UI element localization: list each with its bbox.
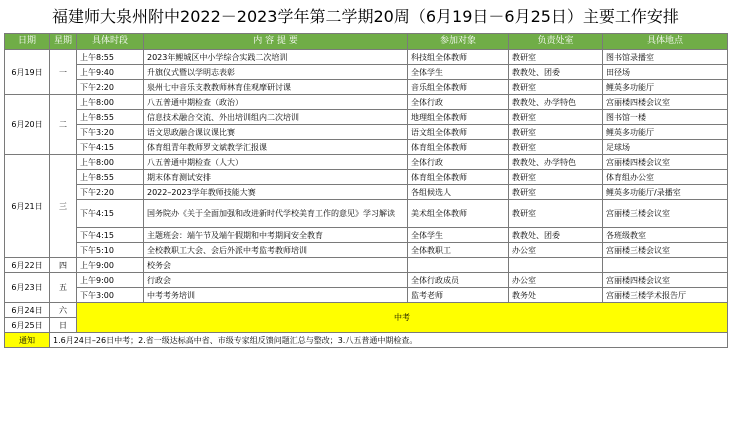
time-cell: 上午9:00 <box>77 258 144 273</box>
notice-text: 1.6月24日–26日中考；2.省一级达标高中省、市级专家组反馈问题汇总与整改；3.八五普通中期检查。 <box>50 333 728 348</box>
place-cell: 宫丽楼四楼会议室 <box>603 95 728 110</box>
participants-cell: 全体学生 <box>408 65 509 80</box>
place-cell: 宫丽楼三楼会议室 <box>603 200 728 228</box>
content-cell: 全校教职工大会、会后外派中考监考教师培训 <box>144 243 408 258</box>
dept-cell: 教研室 <box>509 170 603 185</box>
time-cell: 上午8:55 <box>77 50 144 65</box>
time-cell: 下午4:15 <box>77 200 144 228</box>
notice-label: 通知 <box>5 333 50 348</box>
schedule-row <box>5 288 728 303</box>
participants-cell: 全体学生 <box>408 228 509 243</box>
header-content: 内 容 提 要 <box>144 34 408 50</box>
dept-cell: 办公室 <box>509 273 603 288</box>
weekday-cell: 五 <box>50 273 77 303</box>
header-participants: 参加对象 <box>408 34 509 50</box>
dept-cell: 教研室 <box>509 80 603 95</box>
participants-cell: 各组候选人 <box>408 185 509 200</box>
date-cell: 6月23日 <box>5 273 50 303</box>
exam-row <box>5 303 728 318</box>
dept-cell: 教研室 <box>509 185 603 200</box>
content-cell: 信息技术融合交流、外出培训组内二次培训 <box>144 110 408 125</box>
schedule-row <box>5 50 728 65</box>
date-cell: 6月21日 <box>5 155 50 258</box>
schedule-row <box>5 110 728 125</box>
content-cell: 中考考务培训 <box>144 288 408 303</box>
place-cell: 宫丽楼四楼会议室 <box>603 273 728 288</box>
dept-cell: 教研室 <box>509 50 603 65</box>
content-cell: 体育组青年教师罗文斌教学汇报课 <box>144 140 408 155</box>
notice-row <box>5 333 728 348</box>
dept-cell: 办公室 <box>509 243 603 258</box>
place-cell: 宫丽楼三楼学术报告厅 <box>603 288 728 303</box>
place-cell: 鲤英多功能厅 <box>603 80 728 95</box>
header-weekday: 星期 <box>50 34 77 50</box>
page-title: 福建师大泉州附中2022－2023学年第二学期20周（6月19日－6月25日）主要工作安排 <box>52 7 679 26</box>
content-cell: 行政会 <box>144 273 408 288</box>
weekday-cell: 四 <box>50 258 77 273</box>
participants-cell: 全体教职工 <box>408 243 509 258</box>
place-cell: 体育组办公室 <box>603 170 728 185</box>
header-place: 具体地点 <box>603 34 728 50</box>
schedule-row <box>5 65 728 80</box>
content-cell: 期末体育测试安排 <box>144 170 408 185</box>
time-cell: 下午2:20 <box>77 80 144 95</box>
time-cell: 上午8:00 <box>77 95 144 110</box>
time-cell: 下午3:00 <box>77 288 144 303</box>
participants-cell: 美术组全体教师 <box>408 200 509 228</box>
time-cell: 下午3:20 <box>77 125 144 140</box>
time-cell: 上午8:55 <box>77 110 144 125</box>
place-cell: 鲤英多功能厅/录播室 <box>603 185 728 200</box>
time-cell: 下午4:15 <box>77 140 144 155</box>
schedule-row <box>5 155 728 170</box>
place-cell: 鲤英多功能厅 <box>603 125 728 140</box>
header-time: 具体时段 <box>77 34 144 50</box>
content-cell: 八五普通中期检查（政治） <box>144 95 408 110</box>
time-cell: 上午9:00 <box>77 273 144 288</box>
place-cell: 图书馆录播室 <box>603 50 728 65</box>
schedule-body <box>5 50 728 348</box>
content-cell: 国务院办《关于全面加强和改进新时代学校美育工作的意见》学习解读 <box>144 200 408 228</box>
dept-cell: 教研室 <box>509 200 603 228</box>
participants-cell: 地理组全体教师 <box>408 110 509 125</box>
time-cell: 下午5:10 <box>77 243 144 258</box>
participants-cell: 语文组全体教师 <box>408 125 509 140</box>
weekday-cell: 三 <box>50 155 77 258</box>
schedule-row <box>5 258 728 273</box>
date-cell: 6月19日 <box>5 50 50 95</box>
dept-cell: 教教处、办学特色 <box>509 155 603 170</box>
dept-cell: 教研室 <box>509 125 603 140</box>
header-dept: 负责处室 <box>509 34 603 50</box>
header-date: 日期 <box>5 34 50 50</box>
place-cell: 足球场 <box>603 140 728 155</box>
schedule-table <box>4 33 728 348</box>
place-cell: 宫丽楼三楼会议室 <box>603 243 728 258</box>
place-cell: 田径场 <box>603 65 728 80</box>
schedule-row <box>5 125 728 140</box>
weekday-cell: 日 <box>50 318 77 333</box>
dept-cell: 教务处 <box>509 288 603 303</box>
content-cell: 主题班会：端午节及端午假期和中考期间安全教育 <box>144 228 408 243</box>
dept-cell <box>509 258 603 273</box>
participants-cell: 体育组全体教师 <box>408 170 509 185</box>
exam-banner: 中考 <box>77 303 728 333</box>
schedule-row <box>5 140 728 155</box>
time-cell: 上午9:40 <box>77 65 144 80</box>
header-row <box>5 34 728 50</box>
schedule-row <box>5 243 728 258</box>
schedule-row <box>5 200 728 228</box>
participants-cell: 全体行政 <box>408 95 509 110</box>
date-cell: 6月20日 <box>5 95 50 155</box>
place-cell <box>603 258 728 273</box>
content-cell: 语文思政融合课议课比赛 <box>144 125 408 140</box>
date-cell: 6月22日 <box>5 258 50 273</box>
participants-cell: 全体行政 <box>408 155 509 170</box>
content-cell: 2022–2023学年教师技能大赛 <box>144 185 408 200</box>
dept-cell: 教教处、团委 <box>509 65 603 80</box>
participants-cell: 音乐组全体教师 <box>408 80 509 95</box>
dept-cell: 教研室 <box>509 140 603 155</box>
time-cell: 下午4:15 <box>77 228 144 243</box>
participants-cell: 科技组全体教师 <box>408 50 509 65</box>
place-cell: 各班级教室 <box>603 228 728 243</box>
dept-cell: 教教处、团委 <box>509 228 603 243</box>
participants-cell: 体育组全体教师 <box>408 140 509 155</box>
content-cell: 校务会 <box>144 258 408 273</box>
weekday-cell: 六 <box>50 303 77 318</box>
weekday-cell: 一 <box>50 50 77 95</box>
participants-cell: 全体行政成员 <box>408 273 509 288</box>
place-cell: 图书馆一楼 <box>603 110 728 125</box>
schedule-row <box>5 170 728 185</box>
place-cell: 宫丽楼四楼会议室 <box>603 155 728 170</box>
participants-cell <box>408 258 509 273</box>
dept-cell: 教研室 <box>509 110 603 125</box>
weekday-cell: 二 <box>50 95 77 155</box>
schedule-row <box>5 185 728 200</box>
time-cell: 上午8:00 <box>77 155 144 170</box>
schedule-row <box>5 273 728 288</box>
dept-cell: 教教处、办学特色 <box>509 95 603 110</box>
content-cell: 2023年鲤城区中小学综合实践二次培训 <box>144 50 408 65</box>
time-cell: 上午8:55 <box>77 170 144 185</box>
date-cell: 6月24日 <box>5 303 50 318</box>
schedule-row <box>5 228 728 243</box>
time-cell: 下午2:20 <box>77 185 144 200</box>
content-cell: 泉州七中音乐支教教师林育佳观摩研讨课 <box>144 80 408 95</box>
content-cell: 升旗仪式暨以学明志表彰 <box>144 65 408 80</box>
schedule-row <box>5 80 728 95</box>
schedule-row <box>5 95 728 110</box>
date-cell: 6月25日 <box>5 318 50 333</box>
content-cell: 八五普通中期检查（人大） <box>144 155 408 170</box>
participants-cell: 监考老师 <box>408 288 509 303</box>
